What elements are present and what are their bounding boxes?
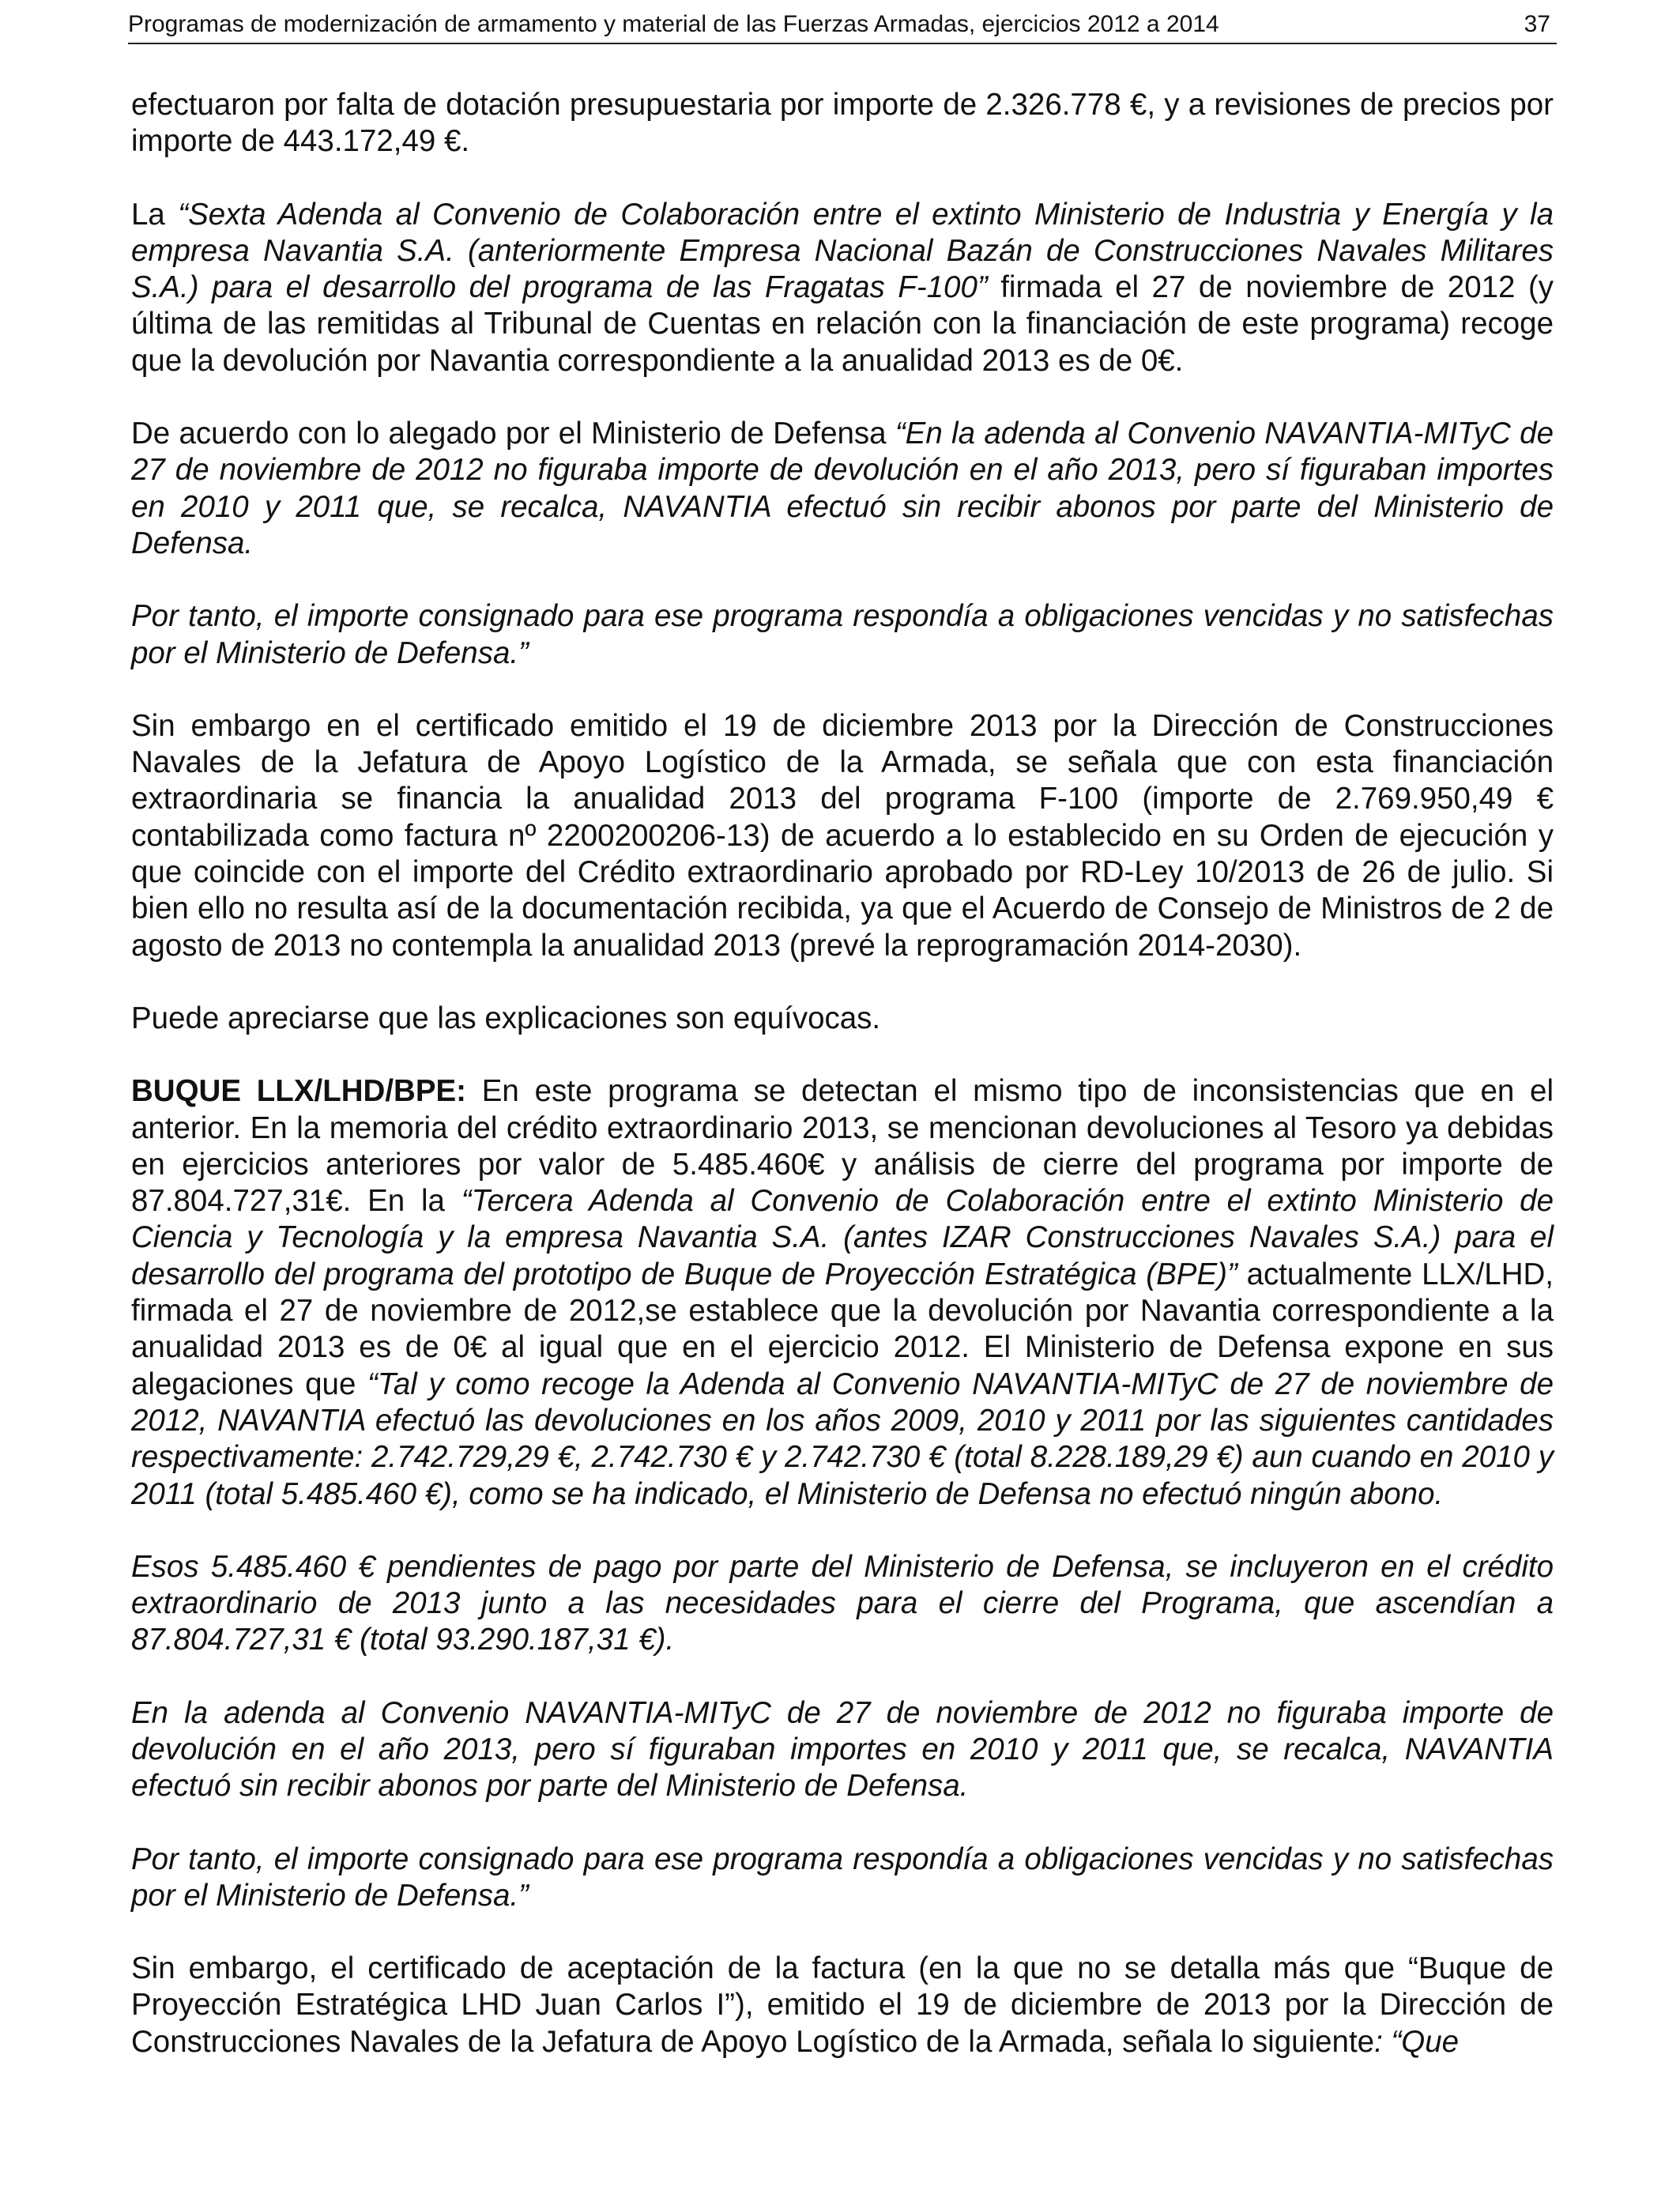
paragraph-11-quote: : “Que [1374,2024,1460,2059]
paragraph-8 [131,1549,1554,1659]
paragraph-1-text: efectuaron por falta de dotación presupuestaria por importe de 2.326.778 €, y a revisiones de precios por importe de 443.172,49 €. [131,88,1554,159]
paragraph-2 [131,197,1554,379]
paragraph-10 [131,1842,1554,1915]
paragraph-7 [131,1073,1554,1513]
paragraph-6 [131,1001,1554,1037]
paragraph-7-text-cont: actualmente LLX/LHD, firmada el 27 de noviembre de 2012,se establece que la devolución por Navantia correspondiente a la anualidad 2013 es de 0€ al igual que en el ejercicio 2012. El Ministerio de Defensa expone en sus alegaciones que [131,1257,1554,1401]
paragraph-8-quote: Esos 5.485.460 € pendientes de pago por parte del Ministerio de Defensa, se incluyeron en el crédito extraordinario de 2013 junto a las necesidades para el cierre del Programa, que ascendían a 87.804.727,31 € (total 93.290.187,31 €). [131,1549,1554,1657]
paragraph-4 [131,598,1554,672]
paragraph-4-quote: Por tanto, el importe consignado para ese programa respondía a obligaciones vencidas y no satisfechas por el Ministerio de Defensa.” [131,599,1554,670]
document-body [131,87,1554,2060]
paragraph-3-text: De acuerdo con lo alegado por el Ministerio de Defensa [131,417,895,451]
paragraph-9 [131,1695,1554,1805]
paragraph-2-text-cont: firmada el 27 de noviembre de 2012 (y última de las remitidas al Tribunal de Cuentas en relación con la financiación de este programa) recoge que la devolución por Navantia correspondiente a la anualidad 2013 es de 0€. [131,270,1554,378]
paragraph-1 [131,87,1554,160]
paragraph-11 [131,1951,1554,2060]
header-title: Programas de modernización de armamento y material de las Fuerzas Armadas, ejercicios 2012 a 2014 [128,11,1219,37]
paragraph-2-text: La [131,197,179,232]
paragraph-3 [131,416,1554,562]
paragraph-9-quote: En la adenda al Convenio NAVANTIA-MITyC de 27 de noviembre de 2012 no figuraba importe de devolución en el año 2013, pero sí figuraban importes en 2010 y 2011 que, se recalca, NAVANTIA efectuó sin recibir abonos por parte del Ministerio de Defensa. [131,1695,1554,1804]
paragraph-6-text: Puede apreciarse que las explicaciones son equívocas. [131,1001,881,1035]
paragraph-11-text: Sin embargo, el certificado de aceptación de la factura (en la que no se detalla más que “Buque de Proyección Estratégica LHD Juan Carlos I”), emitido el 19 de diciembre de 2013 por la Dirección de Construcciones Navales de la Jefatura de Apoyo Logístico de la Armada, señala lo siguiente [131,1951,1554,2059]
paragraph-2-quote: “Sexta Adenda al Convenio de Colaboración entre el extinto Ministerio de Industria y Energía y la empresa Navantia S.A. (anteriormente Empresa Nacional Bazán de Construcciones Navales Militares S.A.) para el desarrollo del programa de las Fragatas F-100” [131,197,1554,305]
page-number: 37 [1524,11,1550,37]
paragraph-7-quote-2: “Tal y como recoge la Adenda al Convenio NAVANTIA-MITyC de 27 de noviembre de 2012, NAVANTIA efectuó las devoluciones en los años 2009, 2010 y 2011 por las siguientes cantidades respectivamente: 2.742.729,29 €, 2.742.730 € y 2.742.730 € (total 8.228.189,29 €) aun cuando en 2010 y 2011 (total 5.485.460 €), como se ha indicado, el Ministerio de Defensa no efectuó ningún abono. [131,1367,1554,1511]
paragraph-7-text: En este programa se detectan el mismo tipo de inconsistencias que en el anterior. En la memoria del crédito extraordinario 2013, se mencionan devoluciones al Tesoro ya debidas en ejercicios anteriores por valor de 5.485.460€ y análisis de cierre del programa por importe de 87.804.727,31€. En la [131,1074,1554,1219]
paragraph-5-text: Sin embargo en el certificado emitido el 19 de diciembre 2013 por la Dirección de Construcciones Navales de la Jefatura de Apoyo Logístico de la Armada, se señala que con esta financiación extraordinaria se financia la anualidad 2013 del programa F-100 (importe de 2.769.950,49 € contabilizada como factura nº 2200200206-13) de acuerdo a lo establecido en su Orden de ejecución y que coincide con el importe del Crédito extraordinario aprobado por RD-Ley 10/2013 de 26 de julio. Si bien ello no resulta así de la documentación recibida, ya que el Acuerdo de Consejo de Ministros de 2 de agosto de 2013 no contempla la anualidad 2013 (prevé la reprogramación 2014-2030). [131,708,1554,963]
paragraph-3-quote: “En la adenda al Convenio NAVANTIA-MITyC de 27 de noviembre de 2012 no figuraba importe de devolución en el año 2013, pero sí figuraban importes en 2010 y 2011 que, se recalca, NAVANTIA efectuó sin recibir abonos por parte del Ministerio de Defensa. [131,417,1554,560]
running-header [128,8,1557,44]
section-heading-buque: BUQUE LLX/LHD/BPE: [131,1074,466,1109]
paragraph-7-quote: “Tercera Adenda al Convenio de Colaboración entre el extinto Ministerio de Ciencia y Tecnología y la empresa Navantia S.A. (antes IZAR Construcciones Navales S.A.) para el desarrollo del programa del prototipo de Buque de Proyección Estratégica (BPE)” [131,1184,1554,1291]
paragraph-10-quote: Por tanto, el importe consignado para ese programa respondía a obligaciones vencidas y no satisfechas por el Ministerio de Defensa.” [131,1842,1554,1913]
paragraph-5 [131,708,1554,964]
